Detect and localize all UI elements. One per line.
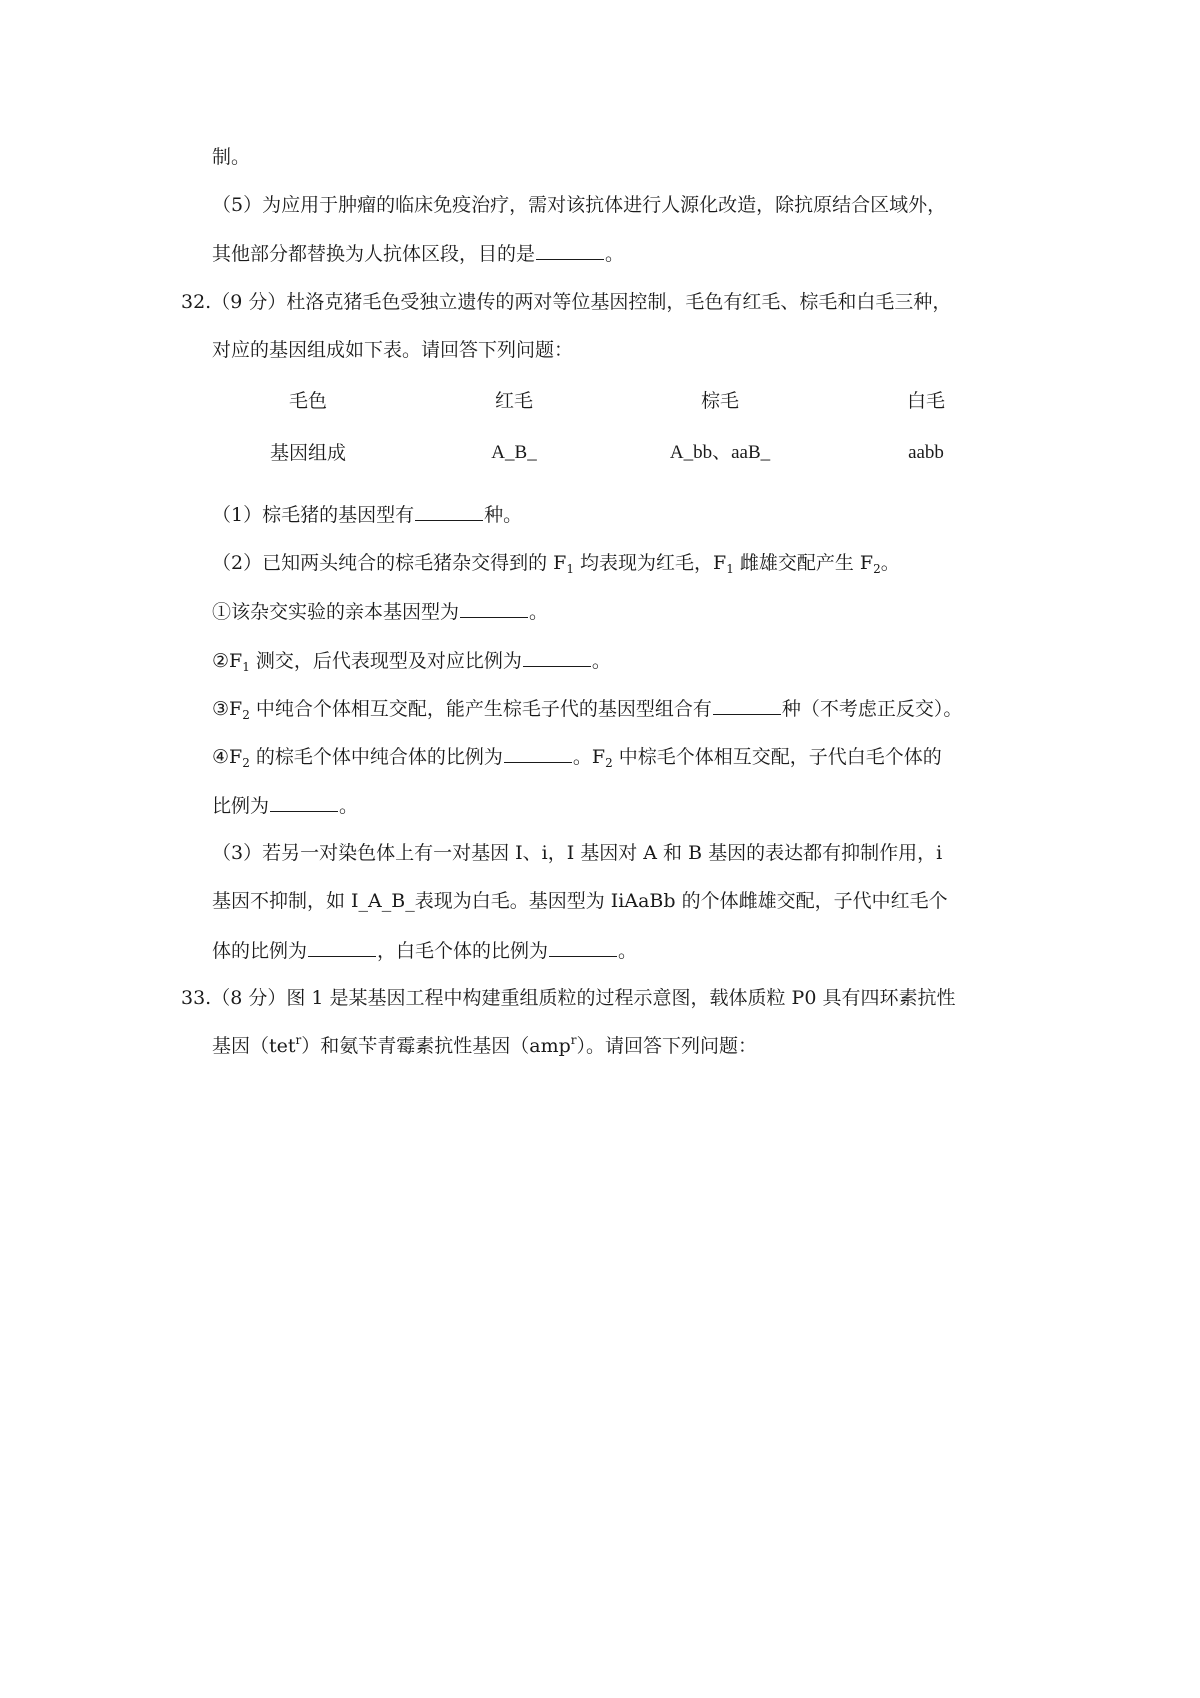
table-header-cell: 白毛 (906, 390, 945, 412)
text-line (212, 145, 250, 169)
text-line (212, 502, 522, 526)
text-line (212, 193, 946, 217)
table-cell: A_B_ (491, 442, 537, 463)
text-line (212, 241, 624, 265)
subscript: 2 (242, 756, 250, 770)
answer-blank (549, 938, 617, 957)
superscript: r (295, 1033, 302, 1047)
table-header-cell: 红毛 (494, 390, 533, 412)
answer-blank (536, 241, 604, 260)
table-header-cell: 棕毛 (700, 390, 739, 412)
text-span: 比例为 (212, 795, 270, 817)
text-span: ②F (212, 650, 243, 672)
table-header-cell: 毛色 (288, 390, 327, 412)
table-cell: A_bb、aaB_ (669, 442, 771, 463)
text-span: 。 (605, 243, 625, 265)
text-span: 。 (529, 601, 549, 623)
text-span: （3）若另一对染色体上有一对基因 I、i，I 基因对 A 和 B 基因的表达都有抑制作用，i (212, 842, 943, 864)
text-line (212, 793, 358, 817)
text-span: 。 (880, 552, 900, 574)
superscript: r (570, 1033, 577, 1047)
subscript: 2 (605, 756, 613, 770)
text-span: 。 (591, 650, 611, 672)
question-32-heading (181, 290, 951, 314)
text-span: 其他部分都替换为人抗体区段，目的是 (212, 243, 536, 265)
text-span: （2）已知两头纯合的棕毛猪杂交得到的 F (212, 552, 567, 574)
answer-blank (523, 648, 591, 667)
text-span: 的棕毛个体中纯合体的比例为 (249, 746, 503, 768)
text-span: 体的比例为 (212, 940, 308, 962)
text-span: ④F (212, 746, 243, 768)
text-line (212, 599, 548, 623)
answer-blank (270, 793, 338, 812)
table-row-label: 基因组成 (269, 442, 346, 464)
text-span: 雌雄交配产生 F (733, 552, 874, 574)
answer-blank (308, 938, 376, 957)
subscript: 2 (242, 708, 250, 722)
text-line (212, 696, 962, 720)
answer-blank (415, 502, 483, 521)
text-span: ）。请回答下列问题： (576, 1035, 758, 1057)
text-span: 中纯合个体相互交配，能产生棕毛子代的基因型组合有 (249, 698, 712, 720)
text-span: 基因（tet (212, 1035, 296, 1057)
text-line (212, 744, 942, 768)
text-line (212, 338, 573, 362)
text-span: （5）为应用于肿瘤的临床免疫治疗，需对该抗体进行人源化改造，除抗原结合区域外， (212, 194, 947, 216)
subscript: 1 (242, 660, 250, 674)
subscript: 1 (566, 562, 574, 576)
text-span: 33.（8 分）图 1 是某基因工程中构建重组质粒的过程示意图，载体质粒 P0 具有四环素抗性 (181, 987, 956, 1009)
text-span: （1）棕毛猪的基因型有 (212, 504, 415, 526)
text-line (212, 648, 611, 672)
subscript: 1 (726, 562, 734, 576)
table-cell: aabb (908, 442, 944, 463)
text-line (212, 841, 942, 865)
text-span: 种。 (484, 504, 523, 526)
text-span: 制。 (212, 146, 251, 168)
answer-blank (713, 696, 781, 715)
text-span: ，白毛个体的比例为 (377, 940, 549, 962)
text-span: 。 (618, 940, 638, 962)
text-line (212, 551, 900, 575)
subscript: 2 (873, 562, 881, 576)
text-span: 基因不抑制，如 I_A_B_表现为白毛。基因型为 IiAaBb 的个体雌雄交配，子代中红毛个 (212, 890, 948, 912)
text-span: 均表现为红毛，F (573, 552, 727, 574)
text-span: 32.（9 分）杜洛克猪毛色受独立遗传的两对等位基因控制，毛色有红毛、棕毛和白毛三种， (181, 291, 952, 313)
text-span: 。F (572, 746, 606, 768)
answer-blank (460, 599, 528, 618)
text-line (212, 889, 948, 913)
text-line (212, 938, 637, 962)
text-span: ③F (212, 698, 243, 720)
text-span: 中棕毛个体相互交配，子代白毛个体的 (612, 746, 942, 768)
text-span: 。 (339, 795, 359, 817)
text-line (212, 1034, 757, 1058)
question-33-heading (181, 986, 955, 1010)
text-span: 对应的基因组成如下表。请回答下列问题： (212, 339, 574, 361)
text-span: 测交，后代表现型及对应比例为 (249, 650, 522, 672)
text-span: 种（不考虑正反交）。 (781, 698, 963, 720)
text-span: ①该杂交实验的亲本基因型为 (212, 601, 460, 623)
answer-blank (504, 744, 572, 763)
text-span: ）和氨苄青霉素抗性基因（amp (301, 1035, 571, 1057)
